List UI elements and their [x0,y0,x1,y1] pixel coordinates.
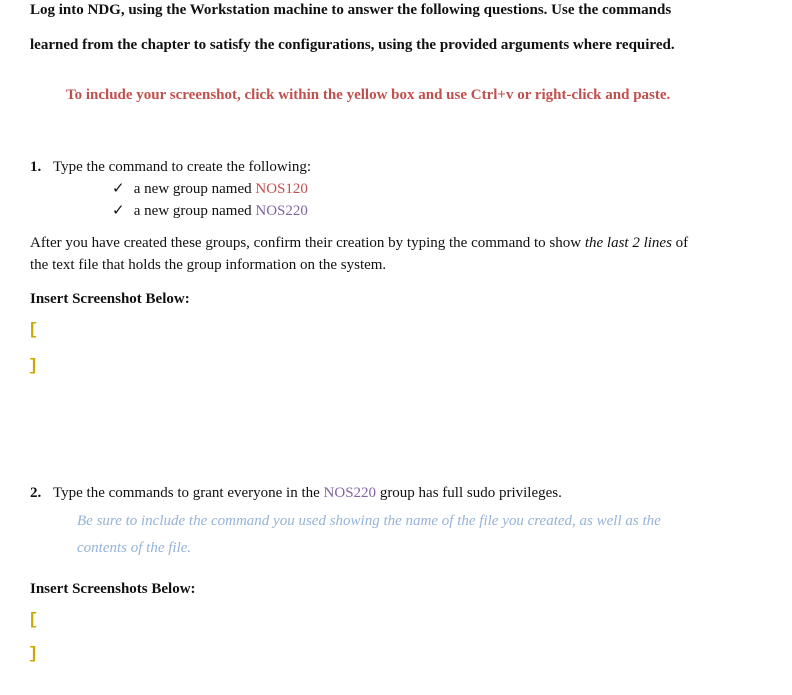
checkmark-icon: ✓ [112,181,125,197]
checkmark-icon: ✓ [112,203,125,219]
screenshot-box-close-bracket-2[interactable]: ] [28,645,39,664]
question-1-number: 1. [30,159,42,175]
checklist-item-label: a new group named [133,181,256,197]
checklist-item-nos220 [112,201,308,220]
question-1 [30,159,311,176]
screenshot-box-open-bracket-1[interactable]: [ [28,321,39,340]
group-name-nos120: NOS120 [255,181,308,197]
hint-line-1: Be sure to include the command you used showing the name of the file you created, as well as the [77,513,661,529]
screenshot-box-open-bracket-2[interactable]: [ [28,611,39,630]
checklist-item-label: a new group named [133,203,256,219]
followup-emphasis: the last 2 lines [584,235,672,251]
followup-text: After you have created these groups, confirm their creation by typing the command to show [30,235,585,251]
question-2-prompt-end: group has full sudo privileges. [376,485,562,501]
question-2 [30,485,562,502]
insert-screenshot-label-2: Insert Screenshots Below: [30,581,196,597]
intro-line-2: learned from the chapter to satisfy the configurations, using the provided arguments where required. [30,37,675,53]
screenshot-box-close-bracket-1[interactable]: ] [28,357,39,376]
question-1-followup-line-1 [30,235,688,252]
checklist-item-nos120 [112,179,308,198]
question-2-number: 2. [30,485,42,501]
screenshot-instruction: To include your screenshot, click within the yellow box and use Ctrl+v or right-click and paste. [66,87,671,103]
question-1-prompt: Type the command to create the following: [53,159,312,175]
group-name-nos220: NOS220 [255,203,308,219]
followup-text-end: of [671,235,689,251]
intro-line-1: Log into NDG, using the Workstation machine to answer the following questions. Use the commands [30,2,672,18]
group-name-nos220-q2: NOS220 [323,485,377,501]
question-2-prompt: Type the commands to grant everyone in the [53,485,324,501]
hint-line-2: contents of the file. [77,540,192,556]
insert-screenshot-label-1: Insert Screenshot Below: [30,291,190,307]
question-1-followup-line-2: the text file that holds the group information on the system. [30,257,387,273]
